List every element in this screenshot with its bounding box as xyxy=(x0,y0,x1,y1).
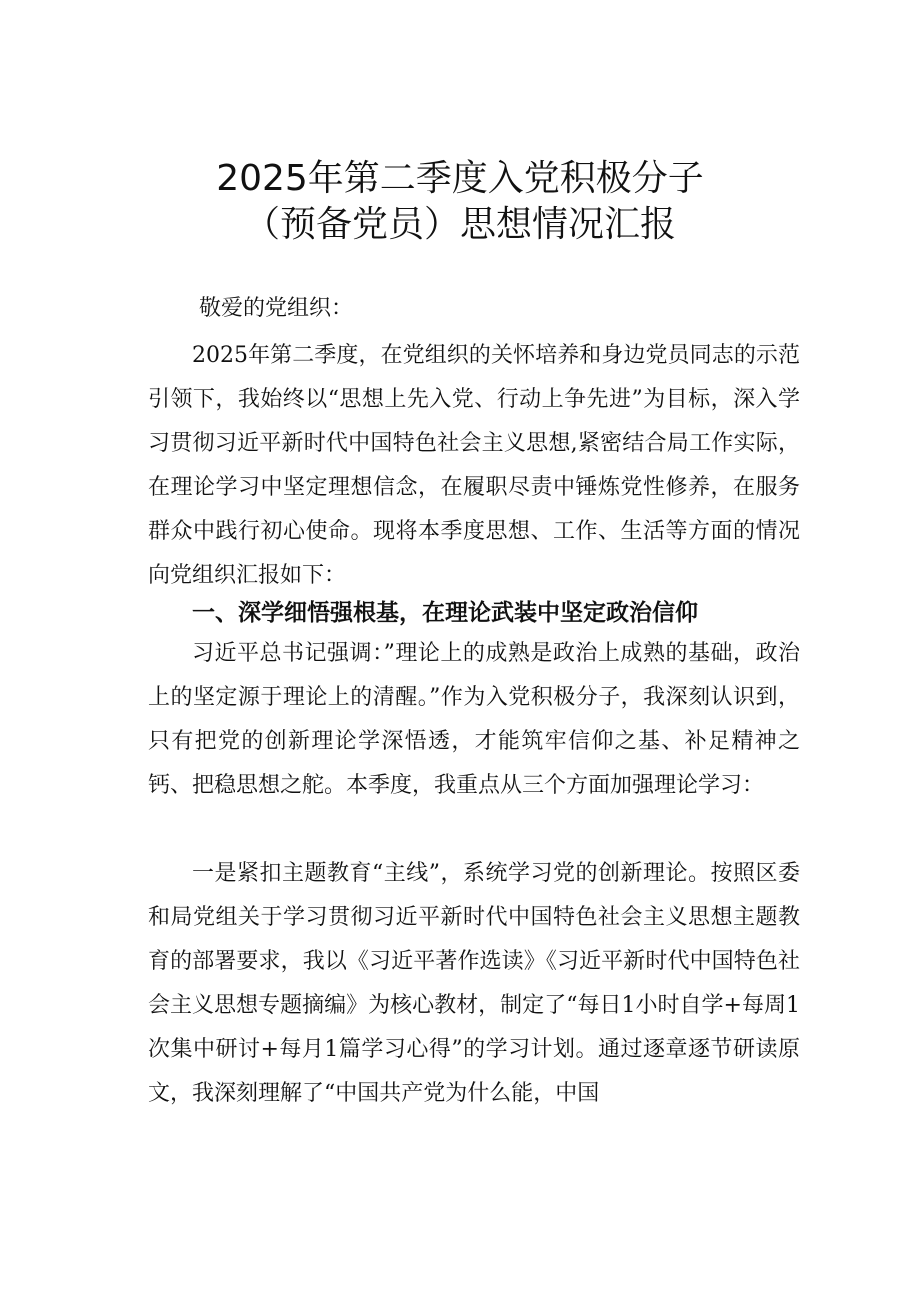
paragraph-study-plan: 一是紧扣主题教育“主线”，系统学习党的创新理论。按照区委和局党组关于学习贯彻习近平新时代中国特色社会主义思想主题教育的部署要求，我以《习近平著作选读》《习近平新时代中国特色社会主义思想专题摘编》为核心教材，制定了“每日1小时自学+每周1次集中研讨+每月1篇学习心得”的学习计划。通过逐章逐节研读原文，我深刻理解了“中国共产党为什么能，中国 xyxy=(148,861,800,1106)
paragraph-intro: 2025年第二季度，在党组织的关怀培养和身边党员同志的示范引领下，我始终以“思想上先入党、行动上争先进”为目标，深入学习贯彻习近平新时代中国特色社会主义思想,紧密结合局工作实际，在理论学习中坚定理想信念，在履职尽责中锤炼党性修养，在服务群众中践行初心使命。现将本季度思想、工作、生活等方面的情况向党组织汇报如下： xyxy=(148,343,800,588)
document-title-line1: 2025年第二季度入党积极分子 xyxy=(216,158,704,199)
section-heading-1: 一、深学细悟强根基，在理论武装中坚定政治信仰 xyxy=(192,600,698,626)
document-title-line2: （预备党员）思想情况汇报 xyxy=(243,204,676,245)
paragraph-theory: 习近平总书记强调：”理论上的成熟是政治上成熟的基础，政治上的坚定源于理论上的清醒。”作为入党积极分子，我深刻认识到，只有把党的创新理论学深悟透，才能筑牢信仰之基、补足精神之钙、把稳思想之舵。本季度，我重点从三个方面加强理论学习： xyxy=(148,641,800,798)
salutation: 敬爱的党组织： xyxy=(199,296,354,321)
